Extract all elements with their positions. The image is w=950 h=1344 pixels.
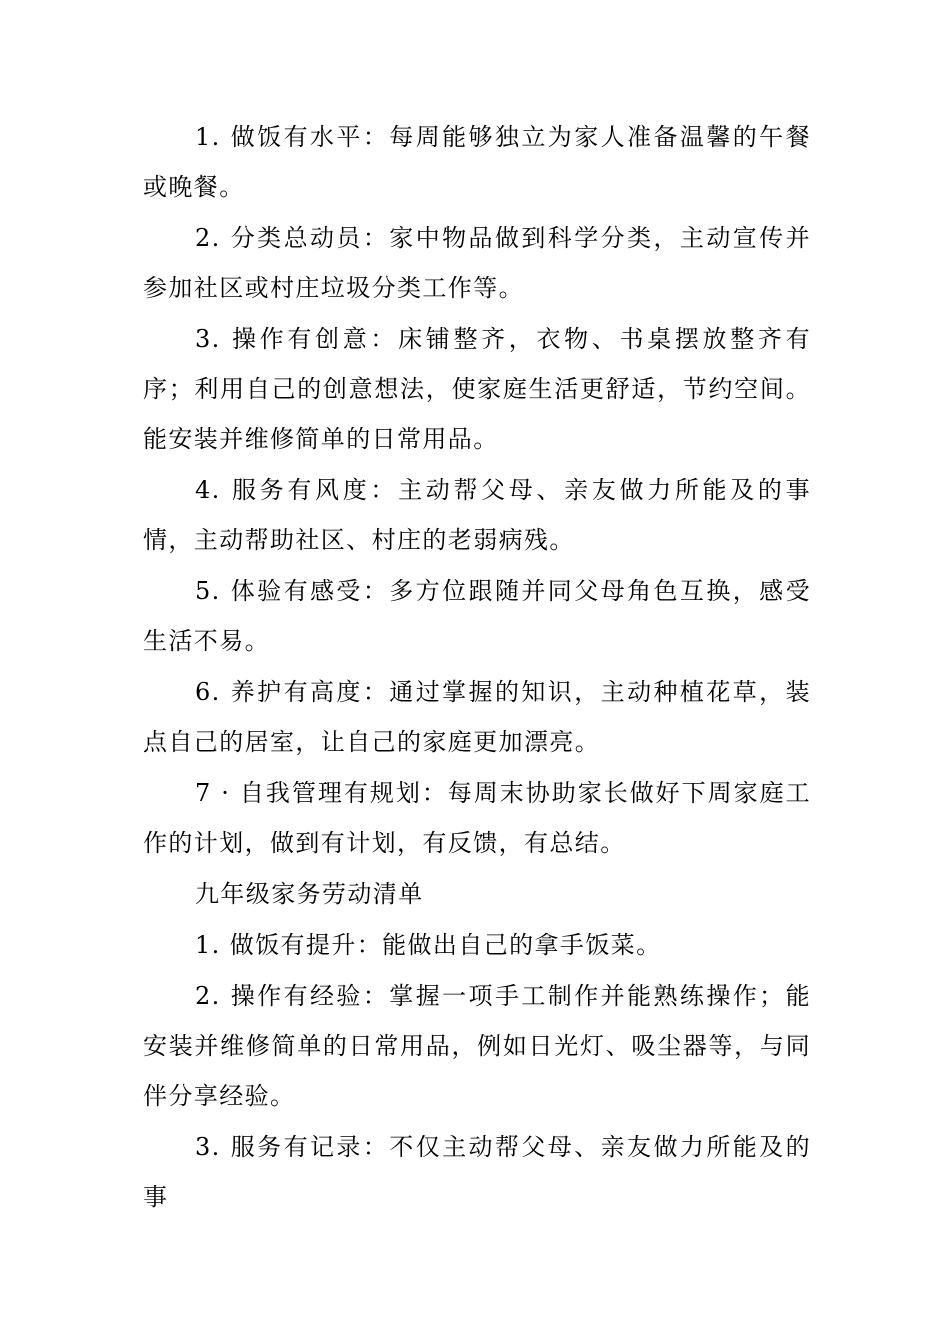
list-item-service-record: 3. 服务有记录：不仅主动帮父母、亲友做力所能及的事 <box>143 1133 811 1211</box>
list-item-experience: 5. 体验有感受：多方位跟随并同父母角色互换，感受生活不易。 <box>143 577 811 655</box>
section-heading-grade-nine: 九年级家务劳动清单 <box>195 880 424 908</box>
list-item-service-manner: 4. 服务有风度：主动帮父母、亲友做力所能及的事情，主动帮助社区、村庄的老弱病残。 <box>143 476 811 554</box>
list-item-operation-experience: 2. 操作有经验：掌握一项手工制作并能熟练操作；能安装并维修简单的日常用品，例如日光灯、吸尘器等，与同伴分享经验。 <box>143 982 811 1110</box>
list-item-creative-operation: 3. 操作有创意：床铺整齐，衣物、书桌摆放整齐有序；利用自己的创意想法，使家庭生活更舒适，节约空间。能安装并维修简单的日常用品。 <box>143 325 811 453</box>
list-item-cooking-level: 1. 做饭有水平：每周能够独立为家人准备温馨的午餐或晚餐。 <box>143 123 811 201</box>
list-item-cooking-improve: 1. 做饭有提升：能做出自己的拿手饭菜。 <box>195 931 662 959</box>
document-body <box>143 112 811 1223</box>
list-item-sorting: 2. 分类总动员：家中物品做到科学分类，主动宣传并参加社区或村庄垃圾分类工作等。 <box>143 224 811 302</box>
list-item-plant-care: 6. 养护有高度：通过掌握的知识，主动种植花草，装点自己的居室，让自己的家庭更加漂亮。 <box>143 678 811 756</box>
list-item-self-management: 7 · 自我管理有规划：每周末协助家长做好下周家庭工作的计划，做到有计划，有反馈，有总结。 <box>143 779 811 857</box>
